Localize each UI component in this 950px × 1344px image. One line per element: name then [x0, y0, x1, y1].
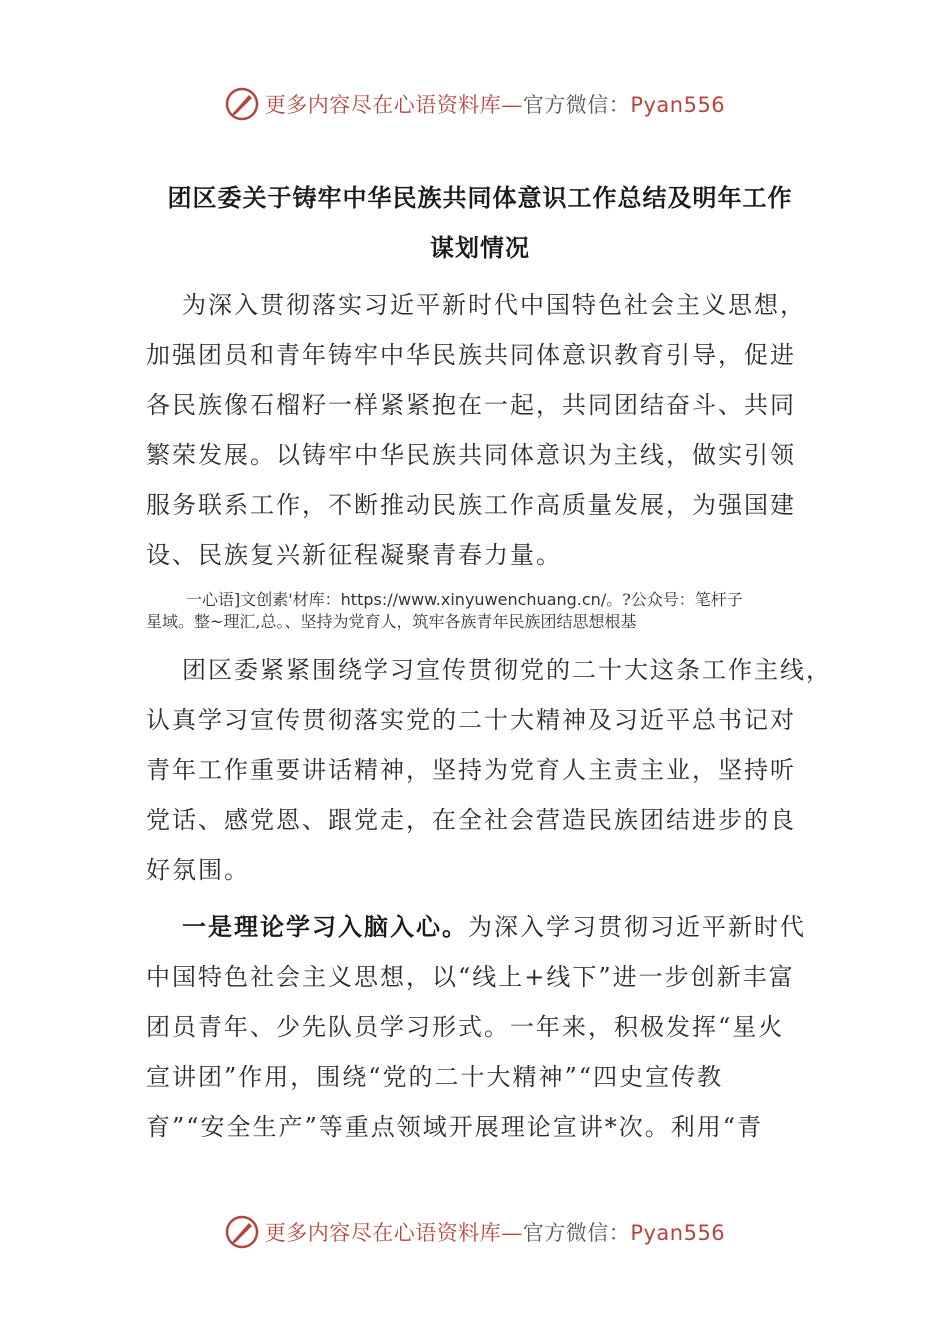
banner-wechat-id: Pyan556: [630, 93, 726, 117]
paragraph-line: [182, 912, 806, 942]
section-heading: 星域。整~理汇,总。、坚持为党育人，筑牢各族青年民族团结思想根基: [146, 612, 637, 631]
paragraph-line: 设、民族复兴新征程凝聚青春力量。: [146, 541, 562, 569]
banner-wechat-label: 官方微信：: [522, 1221, 631, 1245]
banner-wechat-label: 官方微信：: [522, 93, 631, 117]
paragraph-line: 中国特色社会主义思想，以“线上+线下”进一步创新丰富: [146, 963, 795, 991]
paragraph-line: 认真学习宣传贯彻落实党的二十大精神及习近平总书记对: [146, 706, 796, 734]
document-title-line2: 谋划情况: [430, 234, 530, 262]
watermark-line: [186, 590, 743, 610]
header-banner: [0, 82, 950, 126]
watermark-suffix: 。?公众号：笔杆子: [606, 590, 743, 609]
banner-brand: 更多内容尽在心语资料库: [264, 1221, 502, 1245]
banner-wechat-id: Pyan556: [630, 1221, 726, 1245]
paragraph-line: 团员青年、少先队员学习形式。一年来，积极发挥“星火: [146, 1013, 785, 1041]
watermark-prefix: 一心语]文创素'材库：: [186, 590, 341, 609]
paragraph-line: 繁荣发展。以铸牢中华民族共同体意识为主线，做实引领: [146, 441, 796, 469]
footer-banner: [0, 1210, 950, 1254]
subsection-heading: 一是理论学习入脑入心。: [182, 913, 468, 941]
paragraph-line: 服务联系工作，不断推动民族工作高质量发展，为强国建: [146, 491, 796, 519]
paragraph-line: 为深入贯彻落实习近平新时代中国特色社会主义思想，: [182, 291, 806, 319]
quill-logo-icon: [225, 1215, 259, 1249]
paragraph-line: 党话、感党恩、跟党走，在全社会营造民族团结进步的良: [146, 806, 796, 834]
banner-separator: —: [501, 93, 523, 117]
banner-separator: —: [501, 1221, 523, 1245]
paragraph-line: 加强团员和青年铸牢中华民族共同体意识教育引导，促进: [146, 341, 796, 369]
banner-text: [265, 89, 725, 119]
paragraph-line: 各民族像石榴籽一样紧紧抱在一起，共同团结奋斗、共同: [146, 391, 796, 419]
banner-brand: 更多内容尽在心语资料库: [264, 93, 502, 117]
watermark-url[interactable]: https://www.xinyuwenchuang.cn/: [340, 590, 607, 609]
paragraph-line: 青年工作重要讲话精神，坚持为党育人主责主业，坚持听: [146, 756, 796, 784]
paragraph-line: 好氛围。: [146, 856, 250, 884]
document-title-line1: 团区委关于铸牢中华民族共同体意识工作总结及明年工作: [167, 184, 793, 212]
paragraph-line: 宣讲团”作用，围绕“党的二十大精神”“四史宣传教: [146, 1063, 724, 1091]
paragraph-line: 团区委紧紧围绕学习宣传贯彻党的二十大这条工作主线，: [182, 656, 832, 684]
paragraph-line: 育”“安全生产”等重点领域开展理论宣讲*次。利用“青: [146, 1113, 764, 1141]
paragraph-text: 为深入学习贯彻习近平新时代: [468, 913, 806, 941]
quill-logo-icon: [225, 87, 259, 121]
banner-text: [265, 1217, 725, 1247]
